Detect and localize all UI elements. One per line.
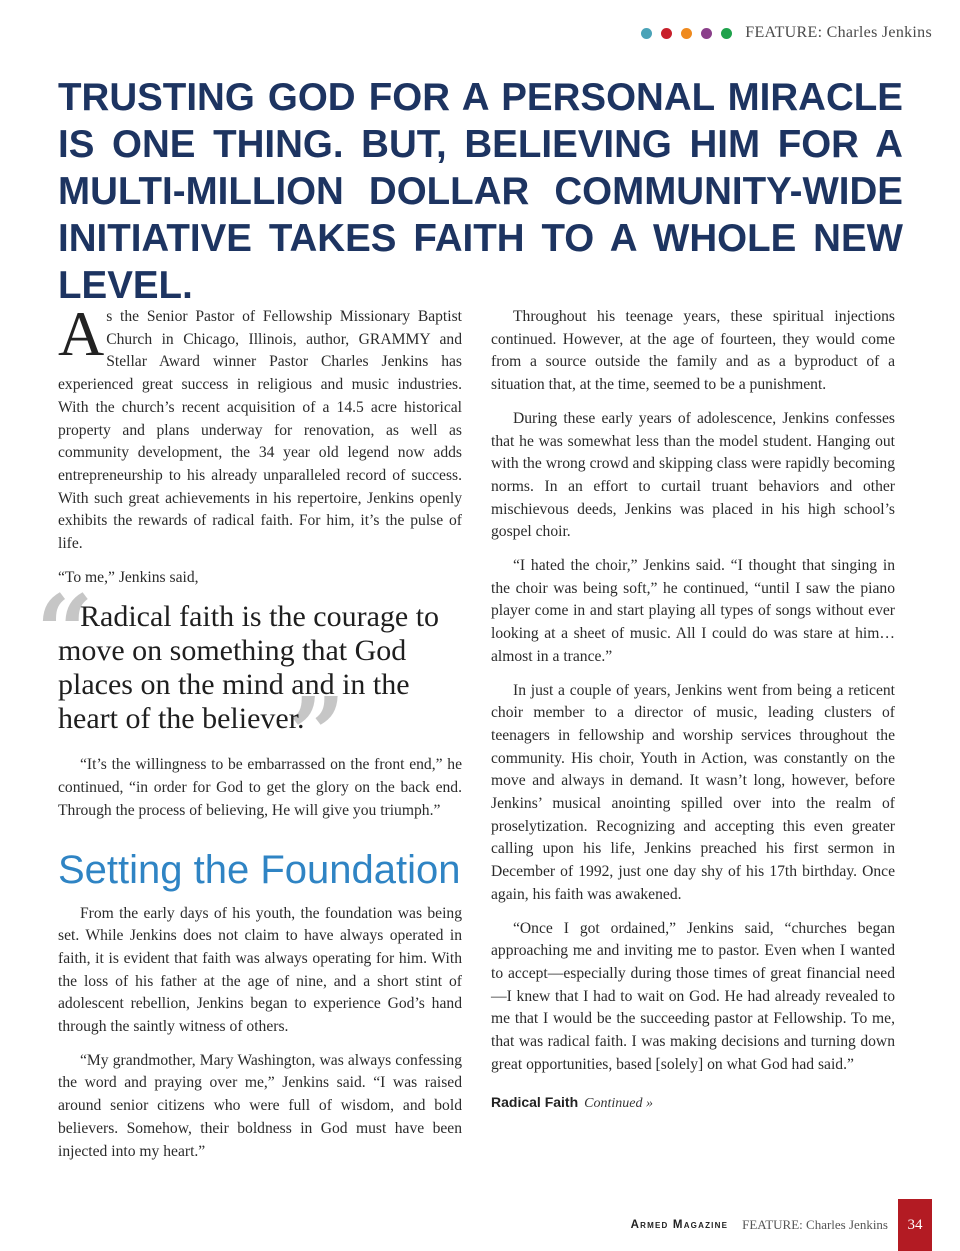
red-dot [661, 28, 672, 39]
footer-feature-label: FEATURE: Charles Jenkins [742, 1217, 888, 1232]
body-paragraph: “It’s the willingness to be embarrassed on the front end,” he continued, “in order for God to get the glory on the back end. Through the process of believing, He will give you triumph.” [58, 756, 462, 819]
open-quote-icon: “ [36, 573, 94, 692]
teal-dot [641, 28, 652, 39]
continued-text: Continued » [584, 1095, 653, 1111]
continued-title: Radical Faith [491, 1093, 579, 1110]
body-paragraph: From the early days of his youth, the foundation was being set. While Jenkins does not claim to have always operated in faith, it is evident that faith was always operating for him. With the loss of his father at the age of nine, and a short stint of adolescent rebellion, Jenkins began to experience God’s hand through the saintly witness of others. [58, 904, 462, 1036]
page-header [641, 24, 932, 42]
to-me-line: “To me,” Jenkins said, [58, 568, 199, 586]
continued-link[interactable] [491, 1091, 895, 1116]
section-heading: Setting the Foundation [58, 847, 461, 892]
drop-cap: A [58, 298, 105, 369]
orange-dot [681, 28, 692, 39]
page-footer [631, 1199, 932, 1251]
body-paragraph: “My grandmother, Mary Washington, was always confessing the word and praying over me,” Jenkins said. “I was raised around senior citizens who were full of wisdom, and bold believers. Somehow, their boldness in God must have been injected into my heart.” [58, 1051, 462, 1160]
section-label: FEATURE: Charles Jenkins [745, 24, 932, 41]
body-paragraph: In just a couple of years, Jenkins went from being a reticent choir member to a director of music, leading clusters of teenagers in fellowship and worship services throughout the community. His choir, Youth in Action, was constantly on the move and always in demand. It wasn’t long, however, before Jenkins’ musical anointing spilled over into the realm of proselytization. Recognizing and accepting this even greater calling upon his life, Jenkins preached his first sermon in December of 1992, just one day shy of his 17th birthday. Once again, his faith was awakened. [491, 681, 895, 903]
article-headline: TRUSTING GOD FOR A PERSONAL MIRACLE IS ONE THING. BUT, BELIEVING HIM FOR A MULTI-MILLION DOLLAR COMMUNITY-WIDE INITIATIVE TAKES FAITH TO A WHOLE NEW LEVEL. [58, 76, 903, 307]
body-paragraph: Throughout his teenage years, these spiritual injections continued. However, at the age of fourteen, they would come from a source outside the family and as a byproduct of a situation that, at the time, seemed to be a punishment. [491, 308, 895, 394]
body-paragraph: “I hated the choir,” Jenkins said. “I thought that singing in the choir was being soft,” he continued, “until I saw the piano player come in and start playing all types of songs without ever looking at a sheet of music. All I could do was stare at him…almost in a trance.” [491, 557, 895, 665]
purple-dot [701, 28, 712, 39]
intro-text: s the Senior Pastor of Fellowship Missionary Baptist Church in Chicago, Illinois, author, GRAMMY and Stellar Award winner Pastor Charles Jenkins has experienced great success in religious and music industries. With the church’s recent acquisition of a 14.5 acre historical property and plans underway for renovation, as well as community development, the 34 year old legend now adds entrepreneurship to his already unparalleled record of success. With such great achievements in his repertoire, Jenkins openly exhibits the rewards of radical faith. For him, it’s the pulse of life. [58, 308, 462, 553]
page-number: 34 [898, 1199, 932, 1251]
right-column [491, 306, 895, 1115]
green-dot [721, 28, 732, 39]
magazine-name: Armed Magazine [630, 1219, 729, 1231]
body-paragraph: During these early years of adolescence, Jenkins confesses that he was somewhat less than the model student. Hanging out with the wrong crowd and skipping class were rapidly becoming norms. In an effort to curtail truant behaviors and other mischievous deeds, Jenkins was placed in his high school’s gospel choir. [491, 409, 895, 541]
intro-paragraph [58, 298, 462, 556]
color-dots [641, 28, 732, 39]
close-quote-icon: ” [288, 675, 346, 794]
left-column [36, 298, 462, 1174]
pull-quote-text: Radical faith is the courage to move on something that God places on the mind and in the heart of the believer. [58, 600, 440, 736]
body-paragraph: “Once I got ordained,” Jenkins said, “churches began approaching me and inviting me to pastor. Even when I wanted to accept—especially during those times of great financial need—I knew that I had to wait on God. He had already revealed to me that I would be the succeeding pastor at Fellowship. To me, that was radical faith. I was making decisions and turning down great opportunities, based [solely] on what God had said.” [491, 919, 895, 1073]
